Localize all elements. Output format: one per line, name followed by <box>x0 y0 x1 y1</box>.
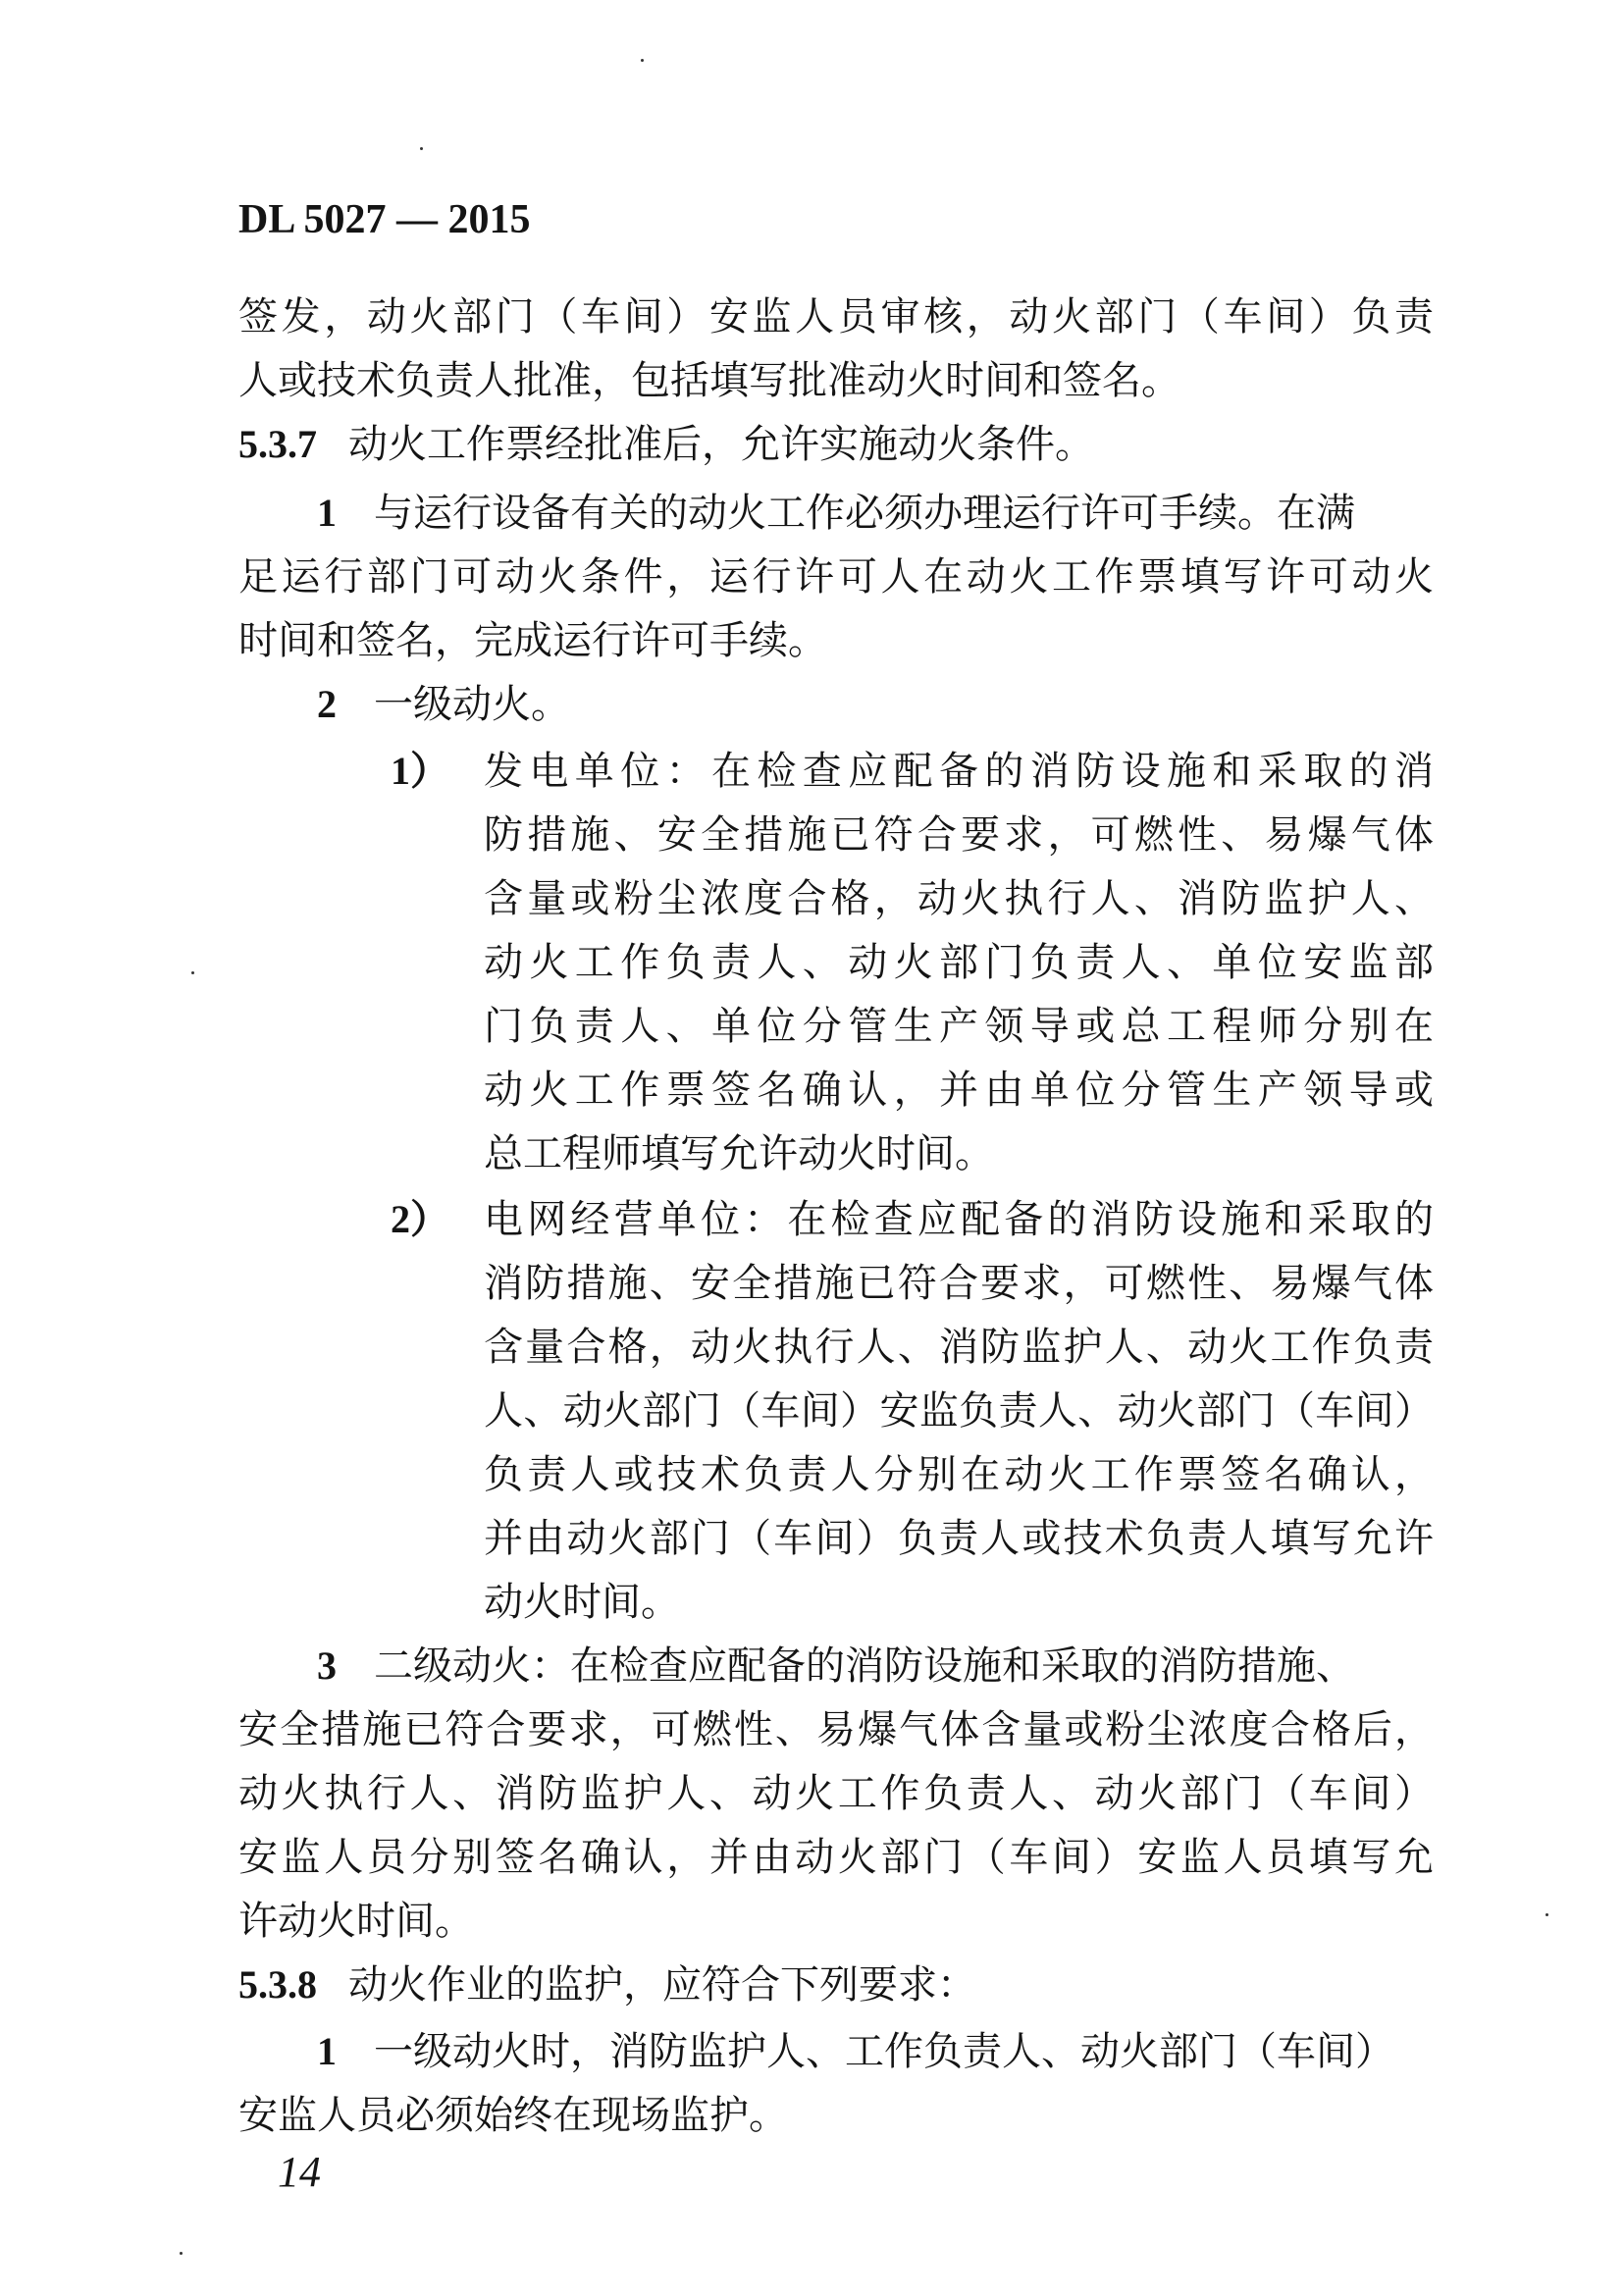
subitem-line: 负责人或技术负责人分别在动火工作票签名确认， <box>484 1452 1434 1497</box>
item-number: 1 <box>317 491 337 535</box>
body-line: 足运行部门可动火条件，运行许可人在动火工作票填写许可动火 <box>238 554 1434 600</box>
clause-title: 动火工作票经批准后，允许实施动火条件。 <box>348 422 1094 467</box>
subitem-line: 门负责人、单位分管生产领导或总工程师分别在 <box>484 1004 1434 1049</box>
standard-code-header: DL 5027 — 2015 <box>238 197 531 242</box>
body-line: 安监人员必须始终在现场监护。 <box>238 2093 788 2138</box>
page-number: 14 <box>278 2148 321 2196</box>
scan-speck <box>191 971 194 974</box>
clause-heading-5-3-7 <box>238 422 1094 467</box>
item-text: 二级动火：在检查应配备的消防设施和采取的消防措施、 <box>374 1643 1355 1689</box>
scan-speck <box>420 147 423 150</box>
body-line: 动火执行人、消防监护人、动火工作负责人、动火部门（车间） <box>238 1771 1434 1816</box>
body-line: 许动火时间。 <box>238 1899 474 1944</box>
subitem-line: 并由动火部门（车间）负责人或技术负责人填写允许 <box>484 1516 1434 1561</box>
item-number: 2 <box>317 682 337 726</box>
body-line: 时间和签名，完成运行许可手续。 <box>238 618 827 663</box>
subitem-line: 动火工作票签名确认，并由单位分管生产领导或 <box>484 1068 1434 1113</box>
item-number: 1 <box>317 2029 337 2073</box>
body-line: 安全措施已符合要求，可燃性、易爆气体含量或粉尘浓度合格后， <box>238 1707 1434 1752</box>
scan-speck <box>1545 1913 1548 1916</box>
item-1-first-line <box>317 491 1434 536</box>
subitem-line: 防措施、安全措施已符合要求，可燃性、易爆气体 <box>484 812 1434 858</box>
item-2-line <box>317 682 570 727</box>
subitem-line: 动火工作负责人、动火部门负责人、单位安监部 <box>484 940 1434 985</box>
item-number: 3 <box>317 1643 337 1688</box>
subitem-line: 动火时间。 <box>484 1580 680 1625</box>
item-text: 一级动火时，消防监护人、工作负责人、动火部门（车间） <box>374 2029 1394 2074</box>
item-3-first-line <box>317 1643 1434 1689</box>
item-text: 一级动火。 <box>374 682 570 727</box>
scan-speck <box>641 59 644 62</box>
scan-speck <box>180 2252 183 2255</box>
clause-heading-5-3-8 <box>238 1962 976 2008</box>
subitem-line: 消防措施、安全措施已符合要求，可燃性、易爆气体 <box>484 1261 1434 1306</box>
body-line: 签发，动火部门（车间）安监人员审核，动火部门（车间）负责 <box>238 294 1434 339</box>
item-text: 与运行设备有关的动火工作必须办理运行许可手续。在满 <box>374 491 1355 536</box>
body-line: 人或技术负责人批准，包括填写批准动火时间和签名。 <box>238 358 1180 403</box>
clause-number: 5.3.8 <box>238 1962 317 2007</box>
body-line: 安监人员分别签名确认，并由动火部门（车间）安监人员填写允 <box>238 1835 1434 1880</box>
subitem-number: 2） <box>391 1197 449 1241</box>
subitem-line: 含量或粉尘浓度合格，动火执行人、消防监护人、 <box>484 876 1434 921</box>
subitem-line: 人、动火部门（车间）安监负责人、动火部门（车间） <box>484 1388 1434 1434</box>
item-1-first-line <box>317 2029 1434 2074</box>
subitem-number: 1） <box>391 749 449 793</box>
clause-number: 5.3.7 <box>238 422 317 466</box>
clause-title: 动火作业的监护，应符合下列要求： <box>348 1962 976 2008</box>
subitem-line: 发电单位：在检查应配备的消防设施和采取的消 <box>484 749 1434 794</box>
subitem-line: 电网经营单位：在检查应配备的消防设施和采取的 <box>484 1197 1434 1242</box>
subitem-line: 含量合格，动火执行人、消防监护人、动火工作负责 <box>484 1325 1434 1370</box>
subitem-line: 总工程师填写允许动火时间。 <box>484 1131 994 1176</box>
